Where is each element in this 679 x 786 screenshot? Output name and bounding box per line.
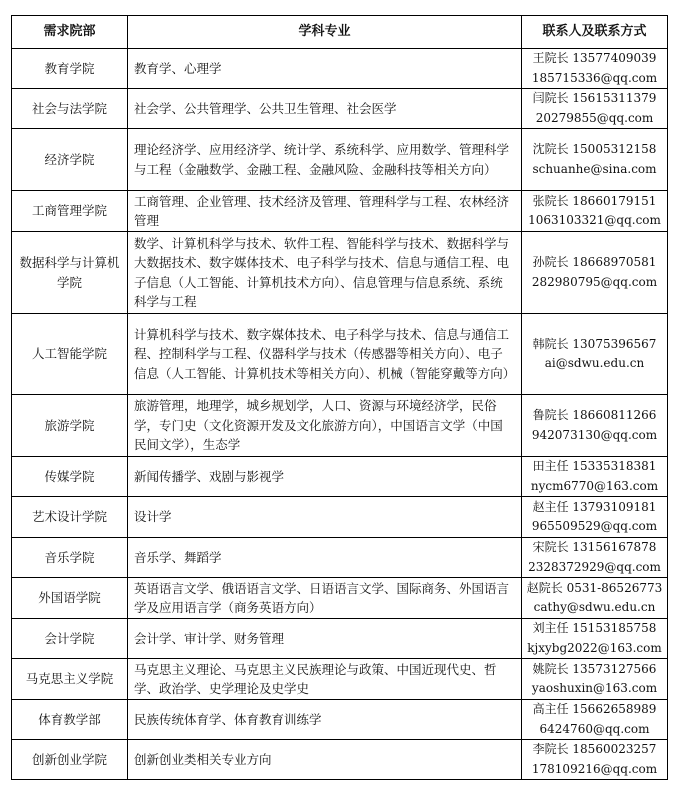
contact-email: 185715336@qq.com bbox=[531, 70, 658, 85]
contact-email: 282980795@qq.com bbox=[531, 274, 658, 289]
contact-email: nycm6770@163.com bbox=[530, 478, 659, 493]
table-row bbox=[12, 457, 668, 497]
contact-email: 20279855@qq.com bbox=[535, 110, 654, 125]
contact-email: 965509529@qq.com bbox=[531, 519, 658, 533]
contact-phone: 刘主任 15153185758 bbox=[532, 621, 657, 635]
table-row bbox=[12, 395, 668, 457]
contact-phone: 鲁院长 18660811266 bbox=[532, 408, 657, 422]
contact-phone: 田主任 15335318381 bbox=[532, 459, 657, 473]
table-row bbox=[12, 578, 668, 619]
header-dept: 需求院部 bbox=[12, 16, 128, 49]
major-cell: 英语语言文学、俄语语言文学、日语语言文学、国际商务、外国语言学及应用语言学（商务英语方向） bbox=[128, 578, 522, 619]
contact-phone: 韩院长 13075396567 bbox=[532, 336, 657, 351]
major-cell: 新闻传播学、戏剧与影视学 bbox=[128, 457, 522, 497]
contact-email: schuanhe@sina.com bbox=[532, 161, 657, 176]
major-cell: 教育学、心理学 bbox=[128, 49, 522, 89]
contact-cell bbox=[522, 191, 668, 232]
contact-cell bbox=[522, 740, 668, 780]
major-cell: 创新创业类相关专业方向 bbox=[128, 740, 522, 780]
dept-cell: 工商管理学院 bbox=[12, 191, 128, 232]
contact-cell bbox=[522, 49, 668, 89]
table-row bbox=[12, 497, 668, 538]
contact-phone: 沈院长 15005312158 bbox=[532, 142, 657, 156]
table-row bbox=[12, 740, 668, 780]
major-cell: 民族传统体育学、体育教育训练学 bbox=[128, 700, 522, 740]
table-row bbox=[12, 89, 668, 129]
table-row bbox=[12, 700, 668, 740]
contact-phone: 高主任 15662658989 bbox=[532, 702, 657, 716]
dept-cell: 旅游学院 bbox=[12, 395, 128, 457]
contact-phone: 宋院长 13156167878 bbox=[532, 540, 657, 554]
contact-phone: 张院长 18660179151 bbox=[532, 193, 657, 208]
contact-email: cathy@sdwu.edu.cn bbox=[533, 600, 656, 614]
contact-email: kjxybg2022@163.com bbox=[527, 640, 662, 655]
dept-cell: 艺术设计学院 bbox=[12, 497, 128, 538]
major-cell: 社会学、公共管理学、公共卫生管理、社会医学 bbox=[128, 89, 522, 129]
contact-phone: 赵主任 13793109181 bbox=[532, 499, 657, 514]
header-major: 学科专业 bbox=[128, 16, 522, 49]
contact-email: ai@sdwu.edu.cn bbox=[544, 356, 645, 370]
contact-email: 178109216@qq.com bbox=[531, 761, 658, 776]
table-row bbox=[12, 659, 668, 700]
major-cell: 数学、计算机科学与技术、软件工程、智能科学与技术、数据科学与大数据技术、数字媒体技术、电子科学与技术、信息与通信工程、电子信息（人工智能、计算机技术方向）、信息管理与信息系统、系统科学与工程 bbox=[128, 232, 522, 314]
table-row bbox=[12, 191, 668, 232]
contact-cell bbox=[522, 457, 668, 497]
contact-cell bbox=[522, 232, 668, 314]
contact-email: 942073130@qq.com bbox=[531, 427, 658, 442]
major-cell: 旅游管理，地理学，城乡规划学，人口、资源与环境经济学，民俗学，专门史（文化资源开发及文化旅游方向），中国语言文学（中国民间文学），生态学 bbox=[128, 395, 522, 457]
major-cell: 理论经济学、应用经济学、统计学、系统科学、应用数学、管理科学与工程（金融数学、金融工程、金融风险、金融科技等相关方向） bbox=[128, 129, 522, 191]
contact-phone: 姚院长 13573127566 bbox=[532, 661, 657, 676]
dept-cell: 数据科学与计算机学院 bbox=[12, 232, 128, 314]
contact-cell bbox=[522, 659, 668, 700]
contact-email: 2328372929@qq.com bbox=[528, 559, 661, 574]
dept-cell: 外国语学院 bbox=[12, 578, 128, 619]
table-row bbox=[12, 619, 668, 659]
contact-phone: 闫院长 15615311379 bbox=[532, 91, 657, 105]
table-row bbox=[12, 129, 668, 191]
major-cell: 设计学 bbox=[128, 497, 522, 538]
dept-cell: 人工智能学院 bbox=[12, 314, 128, 395]
contact-cell bbox=[522, 538, 668, 578]
dept-cell: 传媒学院 bbox=[12, 457, 128, 497]
dept-cell: 音乐学院 bbox=[12, 538, 128, 578]
contact-cell bbox=[522, 578, 668, 619]
contact-cell bbox=[522, 497, 668, 538]
contact-email: 1063103321@qq.com bbox=[528, 213, 661, 227]
table-row bbox=[12, 49, 668, 89]
table-header-row bbox=[12, 16, 668, 49]
contact-phone: 李院长 18560023257 bbox=[532, 742, 657, 756]
dept-cell: 教育学院 bbox=[12, 49, 128, 89]
table-row bbox=[12, 538, 668, 578]
recruitment-table bbox=[11, 15, 668, 780]
contact-phone: 孙院长 18668970581 bbox=[532, 255, 657, 269]
contact-cell bbox=[522, 700, 668, 740]
major-cell: 会计学、审计学、财务管理 bbox=[128, 619, 522, 659]
header-contact: 联系人及联系方式 bbox=[522, 16, 668, 49]
major-cell: 计算机科学与技术、数字媒体技术、电子科学与技术、信息与通信工程、控制科学与工程、仪器科学与技术（传感器等相关方向）、电子信息（人工智能、计算机技术等相关方向）、机械（智能穿戴等方向） bbox=[128, 314, 522, 395]
major-cell: 音乐学、舞蹈学 bbox=[128, 538, 522, 578]
major-cell: 工商管理、企业管理、技术经济及管理、管理科学与工程、农林经济管理 bbox=[128, 191, 522, 232]
dept-cell: 创新创业学院 bbox=[12, 740, 128, 780]
contact-email: yaoshuxin@163.com bbox=[531, 681, 658, 695]
table-row bbox=[12, 314, 668, 395]
dept-cell: 马克思主义学院 bbox=[12, 659, 128, 700]
contact-phone: 赵院长 0531-86526773 bbox=[526, 580, 663, 595]
contact-cell bbox=[522, 395, 668, 457]
contact-phone: 王院长 13577409039 bbox=[532, 51, 657, 65]
contact-cell bbox=[522, 89, 668, 129]
dept-cell: 会计学院 bbox=[12, 619, 128, 659]
table-row bbox=[12, 232, 668, 314]
dept-cell: 社会与法学院 bbox=[12, 89, 128, 129]
major-cell: 马克思主义理论、马克思主义民族理论与政策、中国近现代史、哲学、政治学、史学理论及史学史 bbox=[128, 659, 522, 700]
contact-email: 6424760@qq.com bbox=[539, 721, 650, 736]
contact-cell bbox=[522, 129, 668, 191]
contact-cell bbox=[522, 619, 668, 659]
contact-cell bbox=[522, 314, 668, 395]
dept-cell: 体育教学部 bbox=[12, 700, 128, 740]
dept-cell: 经济学院 bbox=[12, 129, 128, 191]
